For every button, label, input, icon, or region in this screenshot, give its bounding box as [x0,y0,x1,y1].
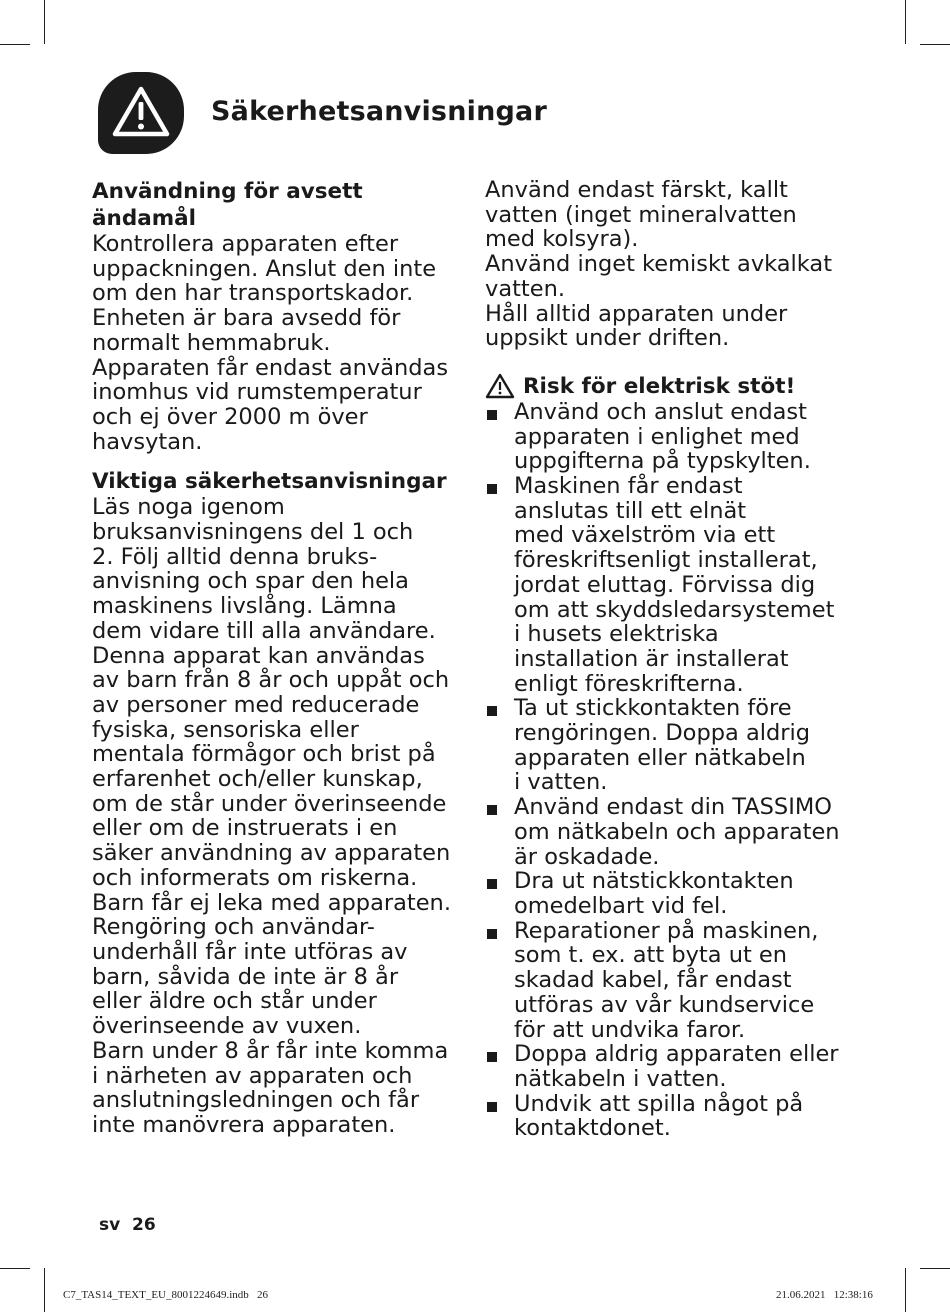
list-item [485,1092,855,1141]
warning-triangle-icon [485,373,515,399]
list-item-text: Använd endast din TASSIMO om nätkabeln och apparaten är oskadade. [514,794,840,870]
crop-mark [905,0,906,44]
list-item [485,1042,855,1091]
bullet-square-icon [487,1052,497,1062]
list-item-text: Maskinen får endast anslutas till ett elnät med växelström via ett föreskriftsenligt installerat, jordat eluttag. Förvissa dig om att skyddsledarsystemet i husets elektriska installation är installerat enligt föreskrifterna. [514,473,835,697]
section-heading-safety: Viktiga säkerhetsanvisningar [92,469,447,495]
list-item-text: Reparationer på maskinen, som t. ex. att byta ut en skadad kabel, får endast utföras av vår kundservice för att undvika faror. [514,917,819,1043]
list-item [485,919,855,1043]
section-text-intended-use: Kontrollera apparaten efter uppackningen. Anslut den inte om den har transportskador. Enheten är bara avsedd för normalt hemmabruk. Apparaten får endast användas inomhus vid rumstemperatur och ej över 2000 m över havsytan. [92,231,449,455]
list-item [485,795,855,869]
right-column [485,178,855,1141]
crop-mark [0,1268,30,1269]
list-item-text: Ta ut stickkontakten före rengöringen. Doppa aldrig apparaten eller nätkabeln i vatten. [514,695,811,796]
left-column [92,178,467,1138]
crop-mark [44,1268,45,1312]
water-instructions: Använd endast färskt, kallt vatten (inget mineralvatten med kolsyra). Använd inget kemiskt avkalkat vatten. Håll alltid apparaten under uppsikt under driften. [485,177,833,352]
print-slug-date: 21.06.2021 12:38:16 [776,1289,873,1301]
list-item-text: Använd och anslut endast apparaten i enlighet med uppgifterna på typskylten. [514,398,811,475]
list-item [485,696,855,795]
bullet-square-icon [487,410,497,420]
warning-bullet-list [485,400,855,1141]
crop-mark [920,1268,950,1269]
bullet-square-icon [487,879,497,889]
print-slug-file: C7_TAS14_TEXT_EU_8001224649.indb 26 [63,1289,269,1301]
bullet-square-icon [487,805,497,815]
crop-mark [920,44,950,45]
section-heading-intended-use: Användning för avsett ändamål [92,179,363,231]
crop-mark [0,44,30,45]
page-number: sv 26 [99,1215,156,1235]
bullet-square-icon [487,1102,497,1112]
bullet-square-icon [487,706,497,716]
warning-triangle-icon [98,72,184,154]
list-item [485,400,855,474]
crop-mark [905,1268,906,1312]
warning-heading: Risk för elektrisk stöt! [523,373,796,399]
crop-mark [44,0,45,44]
bullet-square-icon [487,484,497,494]
bullet-square-icon [487,929,497,939]
section-text-safety: Läs noga igenom bruksanvisningens del 1 och 2. Följ alltid denna bruks- anvisning och spar den hela maskinens livslång. Lämna dem vidare till alla användare. Denna apparat kan användas av barn från 8 år och uppåt och av personer med reducerade fysiska, sensoriska eller mentala förmågor och brist på erfarenhet och/eller kunskap, om de står under överinseende eller om de instruerats i en säker användning av apparaten och informerats om riskerna. Barn får ej leka med apparaten. Rengöring och användar- underhåll får inte utföras av barn, såvida de inte är 8 år eller äldre och står under överinseende av vuxen. Barn under 8 år får inte komma i närheten av apparaten och anslutningsledningen och får inte manövrera apparaten. [92,494,451,1138]
list-item-text: Dra ut nätstickkontakten omedelbart vid fel. [514,868,794,919]
warning-heading-row [485,373,855,400]
list-item-text: Undvik att spilla något på kontaktdonet. [514,1090,804,1142]
list-item [485,474,855,696]
list-item-text: Doppa aldrig apparaten eller nätkabeln i vatten. [514,1041,839,1092]
list-item [485,869,855,918]
page-title: Säkerhetsanvisningar [211,96,547,127]
